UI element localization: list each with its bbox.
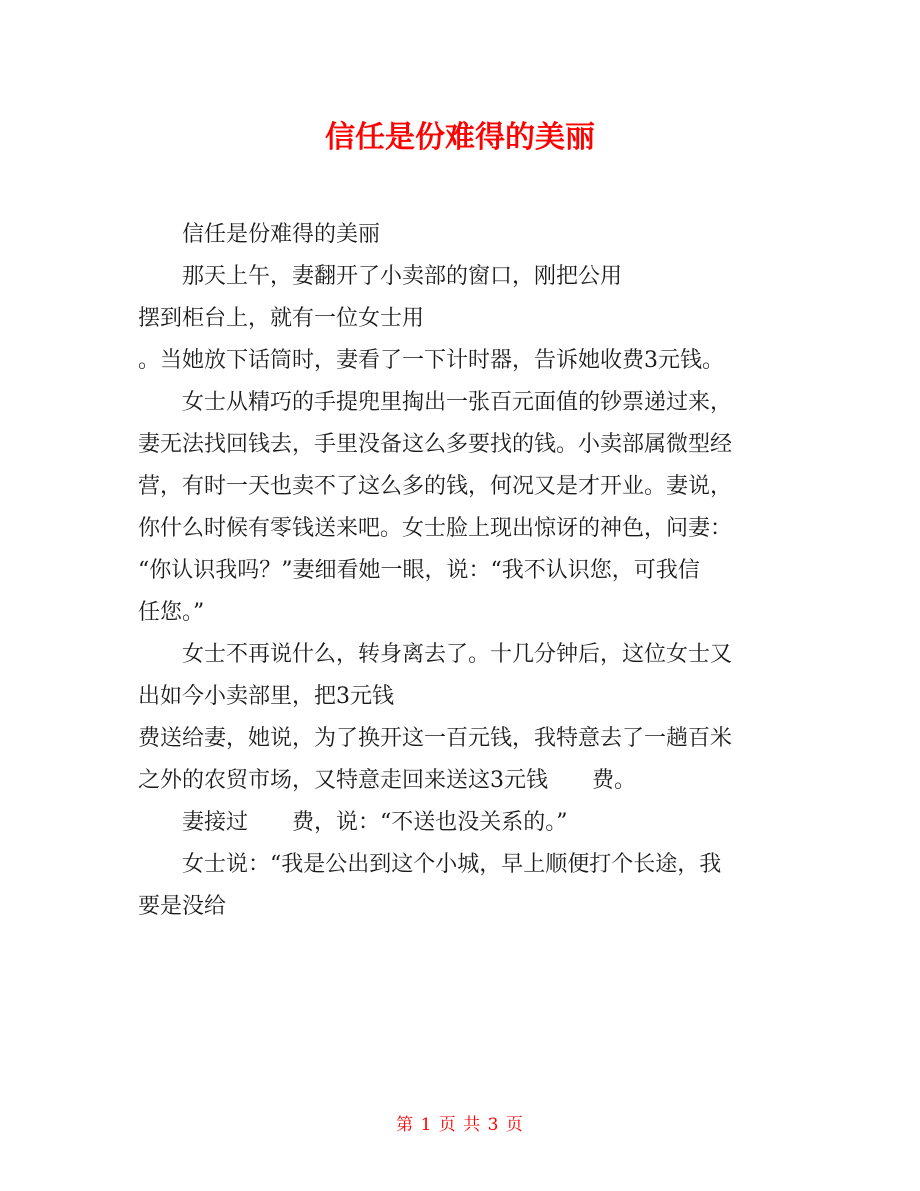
body-line: 妻接过 费，说：“不送也没关系的。” xyxy=(182,810,568,835)
body-line: 女士不再说什么，转身离去了。十几分钟后，这位女士又 xyxy=(182,642,733,667)
body-line: 你什么时候有零钱送来吧。女士脸上现出惊讶的神色，问妻： xyxy=(138,516,733,541)
body-line: 摆到柜台上，就有一位女士用 xyxy=(138,306,425,331)
body-line: 任您。” xyxy=(138,600,205,625)
body-line: 女士说：“我是公出到这个小城，早上顺便打个长途，我 xyxy=(182,852,722,877)
body-line: 营，有时一天也卖不了这么多的钱，何况又是才开业。妻说， xyxy=(138,474,733,499)
body-line: 出如今小卖部里，把3元钱 xyxy=(138,684,394,709)
body-line: “你认识我吗？”妻细看她一眼，说：“我不认识您，可我信 xyxy=(138,558,700,583)
body-line: 之外的农贸市场，又特意走回来送这3元钱 费。 xyxy=(138,768,636,793)
document-body xyxy=(138,214,788,928)
body-line: 要是没给 xyxy=(138,894,227,919)
body-line: 。当她放下话筒时，妻看了一下计时器，告诉她收费3元钱。 xyxy=(138,348,724,373)
page-footer: 第 1 页 共 3 页 xyxy=(396,1115,524,1135)
body-line: 费送给妻，她说，为了换开这一百元钱，我特意去了一趟百米 xyxy=(138,726,733,751)
body-line: 那天上午，妻翻开了小卖部的窗口，刚把公用 xyxy=(182,264,623,289)
body-line: 女士从精巧的手提兜里掏出一张百元面值的钞票递过来， xyxy=(182,390,733,415)
body-line: 信任是份难得的美丽 xyxy=(182,222,381,247)
document-title: 信任是份难得的美丽 xyxy=(325,120,595,155)
body-line: 妻无法找回钱去，手里没备这么多要找的钱。小卖部属微型经 xyxy=(138,432,733,457)
